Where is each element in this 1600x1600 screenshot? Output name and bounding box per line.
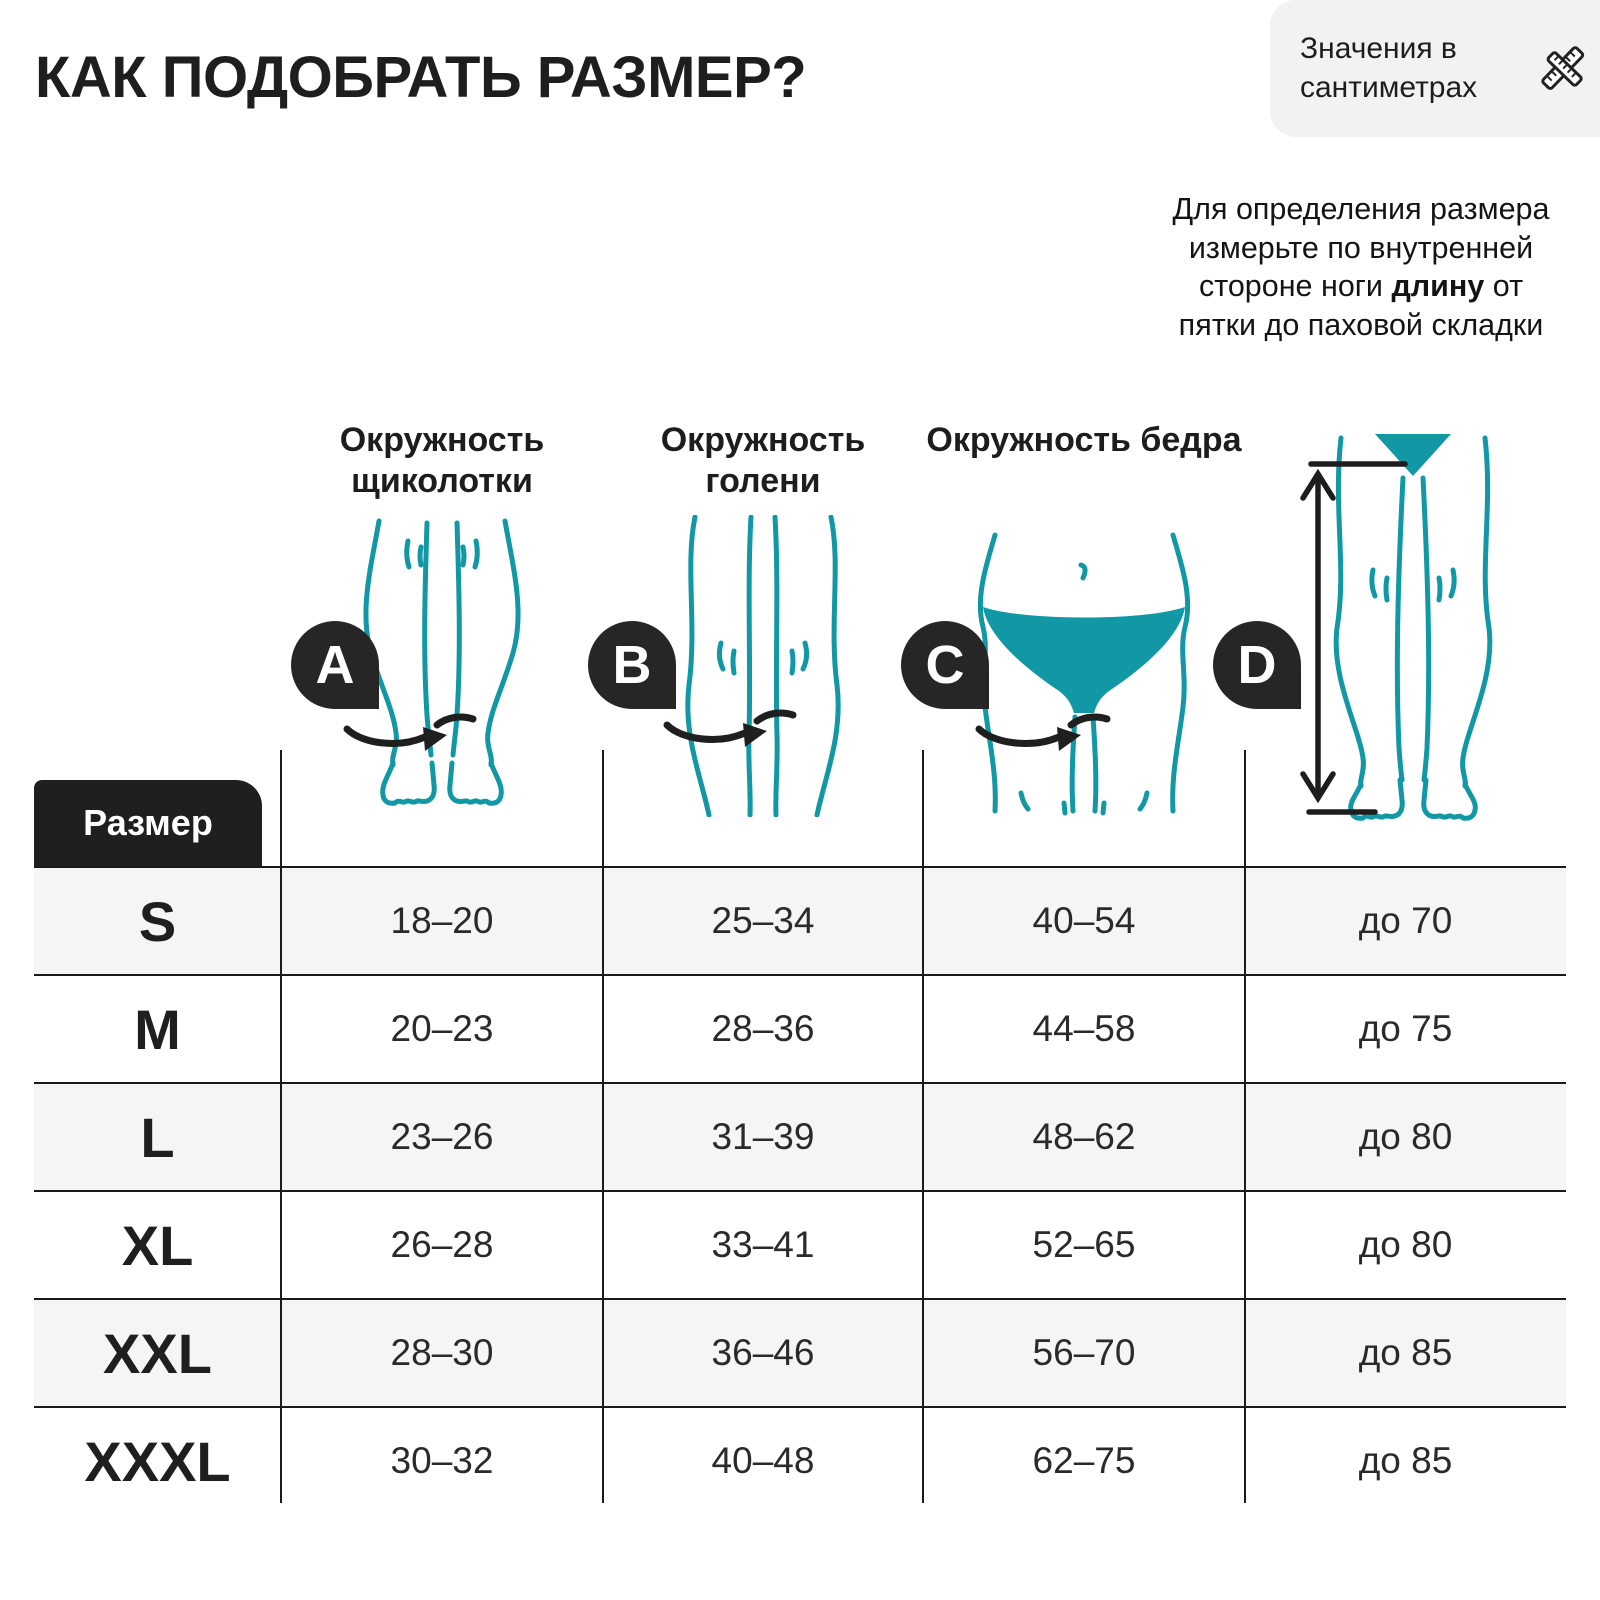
ankle-value: 18–20 xyxy=(390,900,494,941)
size-label: L xyxy=(140,1105,175,1169)
column-separator-line xyxy=(280,750,282,1503)
column-separator-line xyxy=(602,750,604,1503)
ankle-value: 26–28 xyxy=(390,1224,494,1265)
column-header-ankle: Окружность щиколотки xyxy=(339,421,545,500)
size-table xyxy=(34,866,1566,1514)
calf-value: 36–46 xyxy=(711,1332,815,1373)
size-label: S xyxy=(138,889,177,953)
letter-badge-d: D xyxy=(1213,621,1301,709)
letter-badge-b: B xyxy=(588,621,676,709)
column-header-hip: Окружность бедра xyxy=(926,421,1242,459)
column-separator-line xyxy=(1244,750,1246,1503)
hip-value: 48–62 xyxy=(1032,1116,1136,1157)
letter-badge-a: A xyxy=(291,621,379,709)
page-title: КАК ПОДОБРАТЬ РАЗМЕР? xyxy=(35,45,807,110)
ankle-value: 23–26 xyxy=(390,1116,494,1157)
ruler-icon xyxy=(1537,29,1590,109)
size-label: XXXL xyxy=(84,1429,231,1493)
ankle-value: 30–32 xyxy=(390,1440,494,1481)
calf-value: 33–41 xyxy=(711,1224,815,1265)
instruction-bold-word: длину xyxy=(1391,269,1485,304)
table-row-xxl xyxy=(34,1298,1566,1406)
hip-value: 52–65 xyxy=(1032,1224,1136,1265)
length-measure-arrow xyxy=(1303,464,1405,812)
leg-length-illustration xyxy=(1245,428,1600,828)
calf-value: 31–39 xyxy=(711,1116,815,1157)
size-header-badge: Размер xyxy=(34,780,262,866)
hip-value: 56–70 xyxy=(1032,1332,1136,1373)
length-value: до 85 xyxy=(1358,1440,1453,1481)
table-row-xxxl xyxy=(34,1406,1566,1514)
length-value: до 85 xyxy=(1358,1332,1453,1373)
instruction-after: от пятки до паховой складки xyxy=(1178,269,1544,343)
table-row-l xyxy=(34,1082,1566,1190)
panties-shape xyxy=(983,607,1185,713)
length-value: до 70 xyxy=(1358,900,1453,941)
groin-triangle xyxy=(1375,434,1451,476)
legs-line-art xyxy=(366,521,518,803)
size-label: XXL xyxy=(103,1321,212,1385)
size-label: XL xyxy=(121,1213,194,1277)
units-note-badge xyxy=(1270,0,1600,137)
letter-badge-c: C xyxy=(901,621,989,709)
ankle-value: 20–23 xyxy=(390,1008,494,1049)
legs-line-art xyxy=(688,517,838,815)
size-label: M xyxy=(134,997,181,1061)
hip-value: 62–75 xyxy=(1032,1440,1136,1481)
hip-value: 40–54 xyxy=(1032,900,1136,941)
length-value: до 75 xyxy=(1358,1008,1453,1049)
instruction-before: Для определения размера измерьте по внутренней стороне ноги xyxy=(1172,192,1550,304)
calf-value: 40–48 xyxy=(711,1440,815,1481)
legs-line-art xyxy=(1336,438,1490,818)
length-value: до 80 xyxy=(1358,1224,1453,1265)
ankle-value: 28–30 xyxy=(390,1332,494,1373)
rotation-arrow xyxy=(979,717,1107,751)
instruction-text xyxy=(1166,190,1556,345)
table-row-m xyxy=(34,974,1566,1082)
column-header-calf: Окружность голени xyxy=(660,421,866,500)
table-row-xl xyxy=(34,1190,1566,1298)
column-separator-line xyxy=(922,750,924,1503)
hip-value: 44–58 xyxy=(1032,1008,1136,1049)
table-row-s xyxy=(34,866,1566,974)
calf-value: 28–36 xyxy=(711,1008,815,1049)
length-value: до 80 xyxy=(1358,1116,1453,1157)
calf-value: 25–34 xyxy=(711,900,815,941)
units-note-label: Значения в сантиметрах xyxy=(1300,32,1478,104)
